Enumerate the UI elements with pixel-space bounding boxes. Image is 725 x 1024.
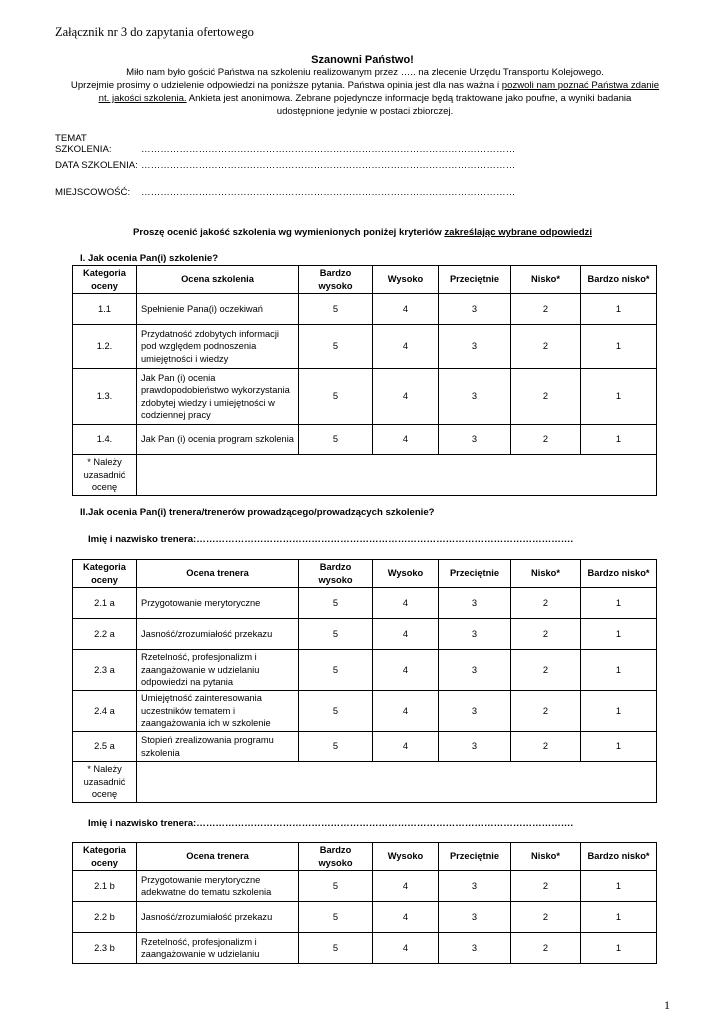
score-2[interactable]: 2 xyxy=(511,871,581,902)
score-2[interactable]: 2 xyxy=(511,294,581,325)
section-1-title: I. Jak ocenia Pan(i) szkolenie? xyxy=(80,253,219,264)
instruction xyxy=(0,227,725,238)
row-criterion: Przygotowanie merytoryczne adekwatne do tematu szkolenia xyxy=(137,871,299,902)
row-criterion: Przydatność zdobytych informacji pod względem podnoszenia umiejętności i wiedzy xyxy=(137,325,299,369)
table-header-row xyxy=(73,266,657,294)
score-1[interactable]: 1 xyxy=(581,871,657,902)
row-criterion: Rzetelność, profesjonalizm i zaangażowanie w udzielaniu odpowiedzi na pytania xyxy=(137,650,299,691)
score-3[interactable]: 3 xyxy=(439,325,511,369)
score-1[interactable]: 1 xyxy=(581,425,657,455)
row-category: 1.3. xyxy=(73,369,137,425)
intro-line-1: Miło nam było gościć Państwa na szkoleniu realizowanym przez ….. na zlecenie Urzędu Transportu Kolejowego. xyxy=(126,67,604,78)
row-category: 1.4. xyxy=(73,425,137,455)
header-very-low: Bardzo nisko* xyxy=(581,266,657,294)
table-header-row xyxy=(73,560,657,588)
instruction-text: Proszę ocenić jakość szkolenia wg wymienionych poniżej kryteriów xyxy=(132,227,445,238)
table-row xyxy=(73,691,657,732)
attachment-header: Załącznik nr 3 do zapytania ofertowego xyxy=(55,25,254,39)
score-3[interactable]: 3 xyxy=(439,369,511,425)
intro-line-2 xyxy=(55,79,675,92)
field-topic-dots: ……………………………………………………………………………………………………… xyxy=(141,144,516,155)
score-1[interactable]: 1 xyxy=(581,294,657,325)
score-4[interactable]: 4 xyxy=(373,933,439,964)
score-2[interactable]: 2 xyxy=(511,369,581,425)
row-criterion: Rzetelność, profesjonalizm i zaangażowanie w udzielaniu xyxy=(137,933,299,964)
intro-line-3b: Ankieta jest anonimowa. Zebrane pojedyncze informacje będą traktowane jako poufne, a wyniki badania xyxy=(186,93,632,104)
row-category: 2.4 a xyxy=(73,691,137,732)
header-low: Nisko* xyxy=(511,266,581,294)
greeting: Szanowni Państwo! xyxy=(311,54,414,66)
score-2[interactable]: 2 xyxy=(511,732,581,762)
score-5[interactable]: 5 xyxy=(299,871,373,902)
header-very-high: Bardzo wysoko xyxy=(299,266,373,294)
row-criterion: Spełnienie Pana(i) oczekiwań xyxy=(137,294,299,325)
score-5[interactable]: 5 xyxy=(299,325,373,369)
score-4[interactable]: 4 xyxy=(373,650,439,691)
header-low: Nisko* xyxy=(511,843,581,871)
score-2[interactable]: 2 xyxy=(511,619,581,650)
justification-row xyxy=(73,455,657,496)
score-5[interactable]: 5 xyxy=(299,619,373,650)
header-high: Wysoko xyxy=(373,266,439,294)
header-average: Przeciętnie xyxy=(439,843,511,871)
row-criterion: Stopień zrealizowania programu szkolenia xyxy=(137,732,299,762)
score-1[interactable]: 1 xyxy=(581,902,657,933)
row-criterion: Jak Pan (i) ocenia prawdopodobieństwo wykorzystania zdobytej wiedzy i umiejętności w codziennej pracy xyxy=(137,369,299,425)
table-row xyxy=(73,650,657,691)
intro-text xyxy=(55,66,675,118)
header-average: Przeciętnie xyxy=(439,560,511,588)
score-3[interactable]: 3 xyxy=(439,871,511,902)
score-1[interactable]: 1 xyxy=(581,732,657,762)
score-1[interactable]: 1 xyxy=(581,588,657,619)
score-1[interactable]: 1 xyxy=(581,325,657,369)
table-trainer-rating-a xyxy=(72,559,657,803)
field-date-label: DATA SZKOLENIA: xyxy=(55,160,138,171)
table-training-rating xyxy=(72,265,657,496)
table-row xyxy=(73,369,657,425)
field-place[interactable] xyxy=(55,187,515,198)
table-row xyxy=(73,294,657,325)
row-criterion: Jak Pan (i) ocenia program szkolenia xyxy=(137,425,299,455)
score-2[interactable]: 2 xyxy=(511,325,581,369)
score-1[interactable]: 1 xyxy=(581,369,657,425)
score-2[interactable]: 2 xyxy=(511,902,581,933)
row-category: 2.3 b xyxy=(73,933,137,964)
instruction-underlined: zakreślając wybrane odpowiedzi xyxy=(444,227,593,238)
score-2[interactable]: 2 xyxy=(511,650,581,691)
score-5[interactable]: 5 xyxy=(299,902,373,933)
table-header-row xyxy=(73,843,657,871)
row-criterion: Przygotowanie merytoryczne xyxy=(137,588,299,619)
score-3[interactable]: 3 xyxy=(439,691,511,732)
score-4[interactable]: 4 xyxy=(373,588,439,619)
score-2[interactable]: 2 xyxy=(511,933,581,964)
header-low: Nisko* xyxy=(511,560,581,588)
table-row xyxy=(73,732,657,762)
header-high: Wysoko xyxy=(373,843,439,871)
header-category: Kategoria oceny xyxy=(73,843,137,871)
field-topic[interactable] xyxy=(55,133,515,155)
intro-line-4: udostępnione jedynie w postaci zbiorczej. xyxy=(276,106,454,117)
score-3[interactable]: 3 xyxy=(439,732,511,762)
score-5[interactable]: 5 xyxy=(299,691,373,732)
row-category: 2.3 a xyxy=(73,650,137,691)
table-row xyxy=(73,933,657,964)
row-criterion: Jasność/zrozumiałość przekazu xyxy=(137,619,299,650)
table-row xyxy=(73,619,657,650)
score-5[interactable]: 5 xyxy=(299,425,373,455)
row-category: 2.2 a xyxy=(73,619,137,650)
intro-line-3u: nt. jakości szkolenia. xyxy=(98,93,187,104)
field-place-label: MIEJSCOWOŚĆ: xyxy=(55,187,131,198)
header-very-low: Bardzo nisko* xyxy=(581,843,657,871)
field-topic-label: TEMAT SZKOLENIA: xyxy=(55,133,112,155)
table-row xyxy=(73,902,657,933)
header-category: Kategoria oceny xyxy=(73,560,137,588)
header-category: Kategoria oceny xyxy=(73,266,137,294)
score-5[interactable]: 5 xyxy=(299,369,373,425)
header-very-high: Bardzo wysoko xyxy=(299,560,373,588)
score-5[interactable]: 5 xyxy=(299,650,373,691)
row-category: 2.1 a xyxy=(73,588,137,619)
score-3[interactable]: 3 xyxy=(439,933,511,964)
header-rating: Ocena szkolenia xyxy=(137,266,299,294)
table-row xyxy=(73,325,657,369)
field-date[interactable] xyxy=(55,160,515,171)
score-3[interactable]: 3 xyxy=(439,294,511,325)
intro-line-3 xyxy=(55,92,675,105)
row-category: 1.1 xyxy=(73,294,137,325)
score-4[interactable]: 4 xyxy=(373,294,439,325)
score-2[interactable]: 2 xyxy=(511,691,581,732)
score-4[interactable]: 4 xyxy=(373,902,439,933)
score-3[interactable]: 3 xyxy=(439,425,511,455)
intro-line-2a: Uprzejmie prosimy o udzielenie odpowiedzi na poniższe pytania. Państwa opinia jest dla nas ważna i xyxy=(70,80,502,91)
row-category: 2.1 b xyxy=(73,871,137,902)
intro-line-2u: pozwoli nam poznać Państwa zdanie xyxy=(501,80,660,91)
trainer-name-label-2: Imię i nazwisko trenera:………………………………………………………………………………………………………. xyxy=(88,818,574,829)
header-high: Wysoko xyxy=(373,560,439,588)
row-criterion: Umiejętność zainteresowania uczestników tematem i zaangażowania ich w szkolenie xyxy=(137,691,299,732)
table-row xyxy=(73,425,657,455)
row-category: 2.2 b xyxy=(73,902,137,933)
header-very-low: Bardzo nisko* xyxy=(581,560,657,588)
score-4[interactable]: 4 xyxy=(373,325,439,369)
score-2[interactable]: 2 xyxy=(511,425,581,455)
score-3[interactable]: 3 xyxy=(439,619,511,650)
score-5[interactable]: 5 xyxy=(299,933,373,964)
header-rating: Ocena trenera xyxy=(137,843,299,871)
justification-note: * Należy uzasadnić ocenę xyxy=(73,455,137,496)
score-4[interactable]: 4 xyxy=(373,871,439,902)
section-2-title: II.Jak ocenia Pan(i) trenera/trenerów prowadzącego/prowadzących szkolenie? xyxy=(80,507,435,518)
field-date-dots: ……………………………………………………………………………………………………… xyxy=(141,160,516,171)
score-1[interactable]: 1 xyxy=(581,619,657,650)
field-place-dots: ……………………………………………………………………………………………………… xyxy=(141,187,516,198)
score-3[interactable]: 3 xyxy=(439,902,511,933)
score-4[interactable]: 4 xyxy=(373,732,439,762)
row-category: 1.2. xyxy=(73,325,137,369)
score-1[interactable]: 1 xyxy=(581,691,657,732)
row-criterion: Jasność/zrozumiałość przekazu xyxy=(137,902,299,933)
score-3[interactable]: 3 xyxy=(439,588,511,619)
score-4[interactable]: 4 xyxy=(373,691,439,732)
justification-field[interactable] xyxy=(137,762,657,803)
table-row xyxy=(73,588,657,619)
page-number: 1 xyxy=(664,998,670,1012)
score-4[interactable]: 4 xyxy=(373,369,439,425)
score-5[interactable]: 5 xyxy=(299,732,373,762)
row-category: 2.5 a xyxy=(73,732,137,762)
header-very-high: Bardzo wysoko xyxy=(299,843,373,871)
score-4[interactable]: 4 xyxy=(373,425,439,455)
table-row xyxy=(73,871,657,902)
score-1[interactable]: 1 xyxy=(581,650,657,691)
header-average: Przeciętnie xyxy=(439,266,511,294)
trainer-name-label-1: Imię i nazwisko trenera:………………………………………………………………………………………………………. xyxy=(88,534,574,545)
score-1[interactable]: 1 xyxy=(581,933,657,964)
score-5[interactable]: 5 xyxy=(299,294,373,325)
score-3[interactable]: 3 xyxy=(439,650,511,691)
justification-row xyxy=(73,762,657,803)
header-rating: Ocena trenera xyxy=(137,560,299,588)
score-2[interactable]: 2 xyxy=(511,588,581,619)
justification-field[interactable] xyxy=(137,455,657,496)
score-5[interactable]: 5 xyxy=(299,588,373,619)
score-4[interactable]: 4 xyxy=(373,619,439,650)
justification-note: * Należy uzasadnić ocenę xyxy=(73,762,137,803)
table-trainer-rating-b xyxy=(72,842,657,964)
